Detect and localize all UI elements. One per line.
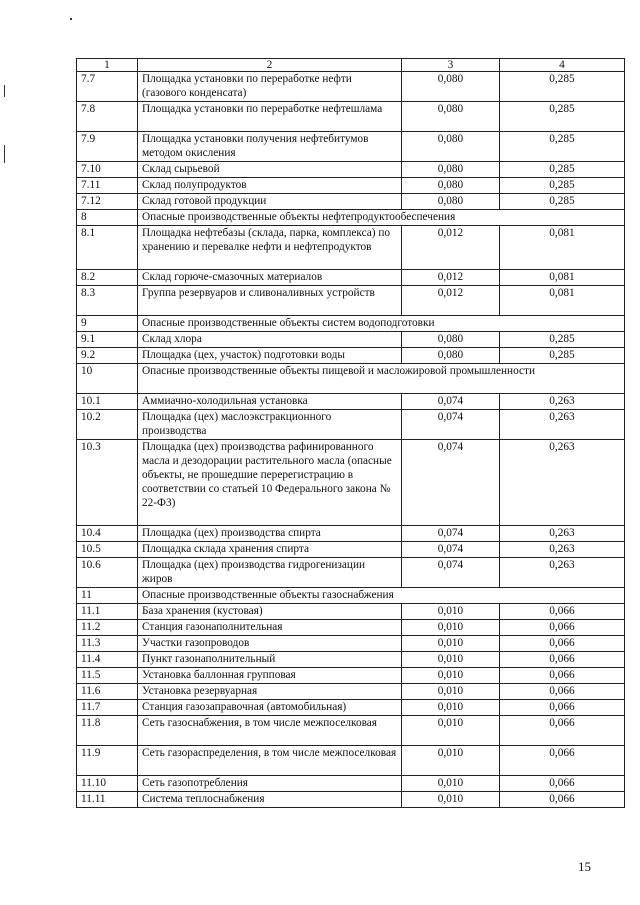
- table-row: [77, 776, 625, 792]
- table-row: [77, 684, 625, 700]
- object-name: Система теплоснабжения: [138, 792, 402, 807]
- object-name: Площадка установки получения нефтебитумов методом окисления: [138, 132, 402, 161]
- scan-edge-mark: [4, 145, 5, 163]
- object-name: Сеть газоснабжения, в том числе межпоселковая: [138, 716, 402, 745]
- row-number: 11.9: [77, 746, 138, 775]
- coefficient-col-3: 0,074: [402, 542, 500, 557]
- row-number: 9: [77, 316, 138, 331]
- table-header-row: [77, 59, 625, 72]
- header-col-1: 1: [77, 59, 138, 71]
- header-col-4: 4: [500, 59, 625, 71]
- coefficient-col-4: 0,285: [500, 72, 625, 101]
- object-name: Склад готовой продукции: [138, 194, 402, 209]
- object-name: Площадка нефтебазы (склада, парка, комплекса) по хранению и перевалке нефти и нефтепродуктов: [138, 226, 402, 269]
- scan-edge-mark: [4, 85, 5, 97]
- row-number: 8.3: [77, 286, 138, 315]
- coefficient-col-3: 0,080: [402, 72, 500, 101]
- object-name: Участки газопроводов: [138, 636, 402, 651]
- object-name: Станция газозаправочная (автомобильная): [138, 700, 402, 715]
- table-row: [77, 332, 625, 348]
- coefficient-col-3: 0,010: [402, 684, 500, 699]
- coefficient-col-4: 0,285: [500, 162, 625, 177]
- row-number: 10.2: [77, 410, 138, 439]
- object-name: Установка баллонная групповая: [138, 668, 402, 683]
- coefficient-col-4: 0,066: [500, 700, 625, 715]
- section-row: [77, 364, 625, 394]
- table-row: [77, 226, 625, 270]
- table-row: [77, 410, 625, 440]
- table-row: [77, 178, 625, 194]
- coefficient-col-3: 0,074: [402, 410, 500, 439]
- table-row: [77, 620, 625, 636]
- coefficient-col-4: 0,066: [500, 746, 625, 775]
- section-title: Опасные производственные объекты нефтепродуктообеспечения: [138, 210, 625, 225]
- row-number: 7.12: [77, 194, 138, 209]
- row-number: 11.2: [77, 620, 138, 635]
- row-number: 8: [77, 210, 138, 225]
- object-name: Сеть газопотребления: [138, 776, 402, 791]
- object-name: Склад хлора: [138, 332, 402, 347]
- row-number: 8.2: [77, 270, 138, 285]
- coefficient-col-3: 0,074: [402, 526, 500, 541]
- object-name: Склад горюче-смазочных материалов: [138, 270, 402, 285]
- coefficient-col-4: 0,081: [500, 286, 625, 315]
- row-number: 9.1: [77, 332, 138, 347]
- coefficient-col-4: 0,066: [500, 776, 625, 791]
- coefficient-col-4: 0,066: [500, 716, 625, 745]
- page-number: 15: [578, 859, 591, 874]
- rates-table: [76, 58, 625, 808]
- row-number: 11.6: [77, 684, 138, 699]
- object-name: Склад сырьевой: [138, 162, 402, 177]
- coefficient-col-4: 0,285: [500, 102, 625, 131]
- table-row: [77, 72, 625, 102]
- row-number: 10.1: [77, 394, 138, 409]
- table-row: [77, 394, 625, 410]
- table-row: [77, 716, 625, 746]
- table-row: [77, 286, 625, 316]
- coefficient-col-3: 0,010: [402, 776, 500, 791]
- row-number: 11.7: [77, 700, 138, 715]
- object-name: Площадка установки по переработке нефти (газового конденсата): [138, 72, 402, 101]
- object-name: Сеть газораспределения, в том числе межпоселковая: [138, 746, 402, 775]
- coefficient-col-3: 0,010: [402, 668, 500, 683]
- object-name: Площадка (цех) производства спирта: [138, 526, 402, 541]
- row-number: 9.2: [77, 348, 138, 363]
- coefficient-col-4: 0,263: [500, 558, 625, 587]
- coefficient-col-4: 0,285: [500, 332, 625, 347]
- coefficient-col-4: 0,263: [500, 394, 625, 409]
- row-number: 7.11: [77, 178, 138, 193]
- row-number: 10: [77, 364, 138, 393]
- object-name: Площадка установки по переработке нефтешлама: [138, 102, 402, 131]
- coefficient-col-3: 0,010: [402, 604, 500, 619]
- row-number: 11: [77, 588, 138, 603]
- row-number: 11.5: [77, 668, 138, 683]
- row-number: 10.3: [77, 440, 138, 525]
- object-name: Площадка (цех, участок) подготовки воды: [138, 348, 402, 363]
- row-number: 11.8: [77, 716, 138, 745]
- row-number: 7.7: [77, 72, 138, 101]
- row-number: 7.10: [77, 162, 138, 177]
- coefficient-col-3: 0,080: [402, 348, 500, 363]
- table-row: [77, 558, 625, 588]
- table-row: [77, 348, 625, 364]
- table-row: [77, 132, 625, 162]
- row-number: 11.11: [77, 792, 138, 807]
- coefficient-col-3: 0,074: [402, 394, 500, 409]
- coefficient-col-3: 0,080: [402, 178, 500, 193]
- coefficient-col-4: 0,081: [500, 226, 625, 269]
- header-col-2: 2: [138, 59, 402, 71]
- coefficient-col-3: 0,010: [402, 636, 500, 651]
- coefficient-col-3: 0,080: [402, 162, 500, 177]
- scan-speck: [70, 18, 72, 20]
- coefficient-col-3: 0,074: [402, 440, 500, 525]
- coefficient-col-3: 0,074: [402, 558, 500, 587]
- coefficient-col-4: 0,285: [500, 178, 625, 193]
- object-name: База хранения (кустовая): [138, 604, 402, 619]
- coefficient-col-3: 0,080: [402, 194, 500, 209]
- row-number: 8.1: [77, 226, 138, 269]
- section-row: [77, 210, 625, 226]
- object-name: Станция газонаполнительная: [138, 620, 402, 635]
- coefficient-col-4: 0,263: [500, 526, 625, 541]
- table-row: [77, 102, 625, 132]
- coefficient-col-4: 0,285: [500, 348, 625, 363]
- coefficient-col-4: 0,066: [500, 604, 625, 619]
- coefficient-col-4: 0,066: [500, 636, 625, 651]
- table-row: [77, 746, 625, 776]
- coefficient-col-4: 0,066: [500, 684, 625, 699]
- object-name: Склад полупродуктов: [138, 178, 402, 193]
- coefficient-col-4: 0,285: [500, 132, 625, 161]
- table-row: [77, 162, 625, 178]
- table-row: [77, 270, 625, 286]
- section-title: Опасные производственные объекты газоснабжения: [138, 588, 625, 603]
- object-name: Установка резервуарная: [138, 684, 402, 699]
- table-row: [77, 792, 625, 808]
- coefficient-col-4: 0,066: [500, 620, 625, 635]
- coefficient-col-3: 0,010: [402, 792, 500, 807]
- coefficient-col-4: 0,066: [500, 668, 625, 683]
- coefficient-col-3: 0,012: [402, 270, 500, 285]
- row-number: 11.3: [77, 636, 138, 651]
- table-row: [77, 440, 625, 526]
- coefficient-col-3: 0,012: [402, 286, 500, 315]
- coefficient-col-3: 0,080: [402, 132, 500, 161]
- object-name: Группа резервуаров и сливоналивных устройств: [138, 286, 402, 315]
- object-name: Площадка (цех) производства рафинированного масла и дезодорации растительного масла (опасные объекты, не прошедшие перерегистрацию в соответствии со статьей 10 Федерального закона № 22-ФЗ): [138, 440, 402, 525]
- coefficient-col-3: 0,010: [402, 700, 500, 715]
- table-row: [77, 700, 625, 716]
- coefficient-col-4: 0,066: [500, 792, 625, 807]
- table-row: [77, 636, 625, 652]
- coefficient-col-4: 0,263: [500, 440, 625, 525]
- coefficient-col-3: 0,080: [402, 102, 500, 131]
- coefficient-col-3: 0,010: [402, 746, 500, 775]
- section-row: [77, 588, 625, 604]
- row-number: 7.8: [77, 102, 138, 131]
- coefficient-col-4: 0,263: [500, 410, 625, 439]
- object-name: Площадка (цех) производства гидрогенизации жиров: [138, 558, 402, 587]
- table-row: [77, 542, 625, 558]
- row-number: 11.10: [77, 776, 138, 791]
- coefficient-col-3: 0,010: [402, 716, 500, 745]
- coefficient-col-4: 0,263: [500, 542, 625, 557]
- coefficient-col-4: 0,081: [500, 270, 625, 285]
- header-col-3: 3: [402, 59, 500, 71]
- row-number: 11.1: [77, 604, 138, 619]
- object-name: Площадка (цех) маслоэкстракционного производства: [138, 410, 402, 439]
- row-number: 10.6: [77, 558, 138, 587]
- coefficient-col-3: 0,010: [402, 652, 500, 667]
- coefficient-col-4: 0,285: [500, 194, 625, 209]
- table-row: [77, 668, 625, 684]
- section-title: Опасные производственные объекты систем водоподготовки: [138, 316, 625, 331]
- table-row: [77, 526, 625, 542]
- row-number: 11.4: [77, 652, 138, 667]
- coefficient-col-3: 0,010: [402, 620, 500, 635]
- section-title: Опасные производственные объекты пищевой и масложировой промышленности: [138, 364, 625, 393]
- coefficient-col-3: 0,012: [402, 226, 500, 269]
- object-name: Площадка склада хранения спирта: [138, 542, 402, 557]
- object-name: Пункт газонаполнительный: [138, 652, 402, 667]
- object-name: Аммиачно-холодильная установка: [138, 394, 402, 409]
- row-number: 10.4: [77, 526, 138, 541]
- row-number: 10.5: [77, 542, 138, 557]
- coefficient-col-4: 0,066: [500, 652, 625, 667]
- table-row: [77, 194, 625, 210]
- table-row: [77, 604, 625, 620]
- section-row: [77, 316, 625, 332]
- row-number: 7.9: [77, 132, 138, 161]
- table-row: [77, 652, 625, 668]
- coefficient-col-3: 0,080: [402, 332, 500, 347]
